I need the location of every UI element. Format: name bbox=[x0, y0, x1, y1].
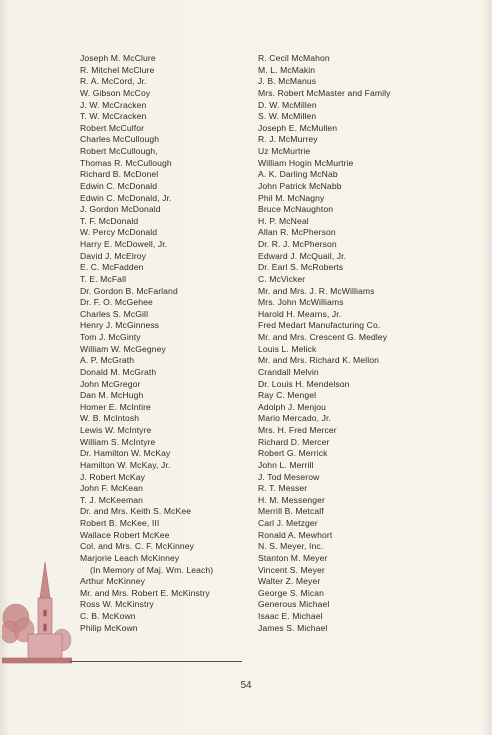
donor-name: William Hogin McMurtrie bbox=[258, 157, 354, 168]
donor-name: N. S. Meyer, Inc. bbox=[258, 541, 324, 552]
donor-name: Mrs. John McWilliams bbox=[258, 297, 344, 308]
donor-name: W. Percy McDonald bbox=[80, 227, 158, 238]
donor-name: Joseph E. McMullen bbox=[258, 122, 338, 133]
donor-name: John L. Merrill bbox=[258, 459, 314, 470]
donor-name: R. J. McMurrey bbox=[258, 134, 318, 145]
donor-name: Marjorie Leach McKinney bbox=[80, 552, 180, 563]
donor-name: Charles McCullough bbox=[80, 134, 160, 145]
donor-name: Edward J. McQuail, Jr. bbox=[258, 250, 347, 261]
donor-name: Lewis W. McIntyre bbox=[80, 425, 152, 435]
donor-name: R. Mitchel McClure bbox=[80, 64, 155, 75]
donor-name: (In Memory of Maj. Wm. Leach) bbox=[90, 564, 214, 575]
donor-name: Dr. and Mrs. Keith S. McKee bbox=[80, 506, 192, 517]
donor-name: William W. McGegney bbox=[80, 343, 166, 354]
donor-name: T. F. McDonald bbox=[80, 215, 139, 226]
donor-name: John F. McKean bbox=[80, 483, 144, 494]
donor-name: Harold H. Mearns, Jr. bbox=[258, 308, 342, 319]
page-number: 54 bbox=[240, 680, 252, 691]
donor-name: David J. McElroy bbox=[80, 250, 147, 261]
donor-name: James S. Michael bbox=[258, 622, 328, 633]
donor-name: Edwin C. McDonald bbox=[80, 180, 158, 191]
donor-name: M. L. McMakin bbox=[258, 64, 316, 75]
donor-name: Donald M. McGrath bbox=[80, 366, 157, 377]
donor-name: Dr. R. J. McPherson bbox=[258, 239, 337, 249]
donor-name: R. Cecil McMahon bbox=[258, 53, 330, 63]
donor-name: Richard D. Mercer bbox=[258, 436, 330, 447]
donor-name: Philip McKown bbox=[80, 622, 138, 633]
donor-name: C. McVicker bbox=[258, 273, 306, 284]
donor-name: Robert McCulfor bbox=[80, 122, 145, 133]
donor-name: Phil M. McNagny bbox=[258, 192, 325, 203]
donor-name: Allan R. McPherson bbox=[258, 227, 336, 238]
donor-name: D. W. McMillen bbox=[258, 99, 317, 110]
donor-name: Robert B. McKee, III bbox=[80, 518, 160, 528]
donor-name: Ronald A. Mewhort bbox=[258, 529, 333, 540]
donor-name: C. B. McKown bbox=[80, 611, 136, 621]
donor-name: Bruce McNaughton bbox=[258, 204, 334, 215]
donor-name: Edwin C. McDonald, Jr. bbox=[80, 192, 172, 203]
donor-name: Harry E. McDowell, Jr. bbox=[80, 239, 168, 249]
donor-name: Adolph J. Menjou bbox=[258, 401, 327, 412]
donor-name: Mr. and Mrs. J. R. McWilliams bbox=[258, 285, 375, 296]
donor-name: R. A. McCord, Jr. bbox=[80, 76, 147, 87]
donor-name: J. Gordon McDonald bbox=[80, 204, 161, 215]
donor-name: A. K. Darling McNab bbox=[258, 169, 338, 180]
donor-name: Hamilton W. McKay, Jr. bbox=[80, 459, 171, 470]
donor-name: J. B. McManus bbox=[258, 76, 317, 87]
donor-name: Vincent S. Meyer bbox=[258, 564, 325, 575]
donor-name: J. W. McCracken bbox=[80, 99, 147, 110]
donor-name: Carl J. Metzger bbox=[258, 518, 318, 528]
donor-name: R. T. Messer bbox=[258, 483, 308, 494]
donor-name: Dr. F. O. McGehee bbox=[80, 297, 153, 308]
donor-name: Merrill B. Metcalf bbox=[258, 506, 324, 517]
footer-rule bbox=[70, 661, 242, 662]
donor-name: H. M. Messenger bbox=[258, 494, 325, 505]
donor-name: George S. Mican bbox=[258, 587, 324, 598]
donor-name: Richard B. McDonel bbox=[80, 169, 159, 180]
donor-name: William S. McIntyre bbox=[80, 436, 156, 447]
donor-name: Col. and Mrs. C. F. McKinney bbox=[80, 541, 195, 552]
donor-name: Dr. Hamilton W. McKay bbox=[80, 448, 171, 459]
donor-name: T. J. McKeeman bbox=[80, 494, 144, 505]
donor-name: W. B. McIntosh bbox=[80, 413, 140, 424]
donor-name: Crandall Melvin bbox=[258, 366, 319, 377]
donor-name: Thomas R. McCullough bbox=[80, 157, 172, 168]
donor-name: Fred Medart Manufacturing Co. bbox=[258, 320, 381, 331]
donor-name: E. C. McFadden bbox=[80, 262, 144, 273]
donor-name: Mr. and Mrs. Crescent G. Medley bbox=[258, 332, 388, 342]
donor-name: Isaac E. Michael bbox=[258, 611, 323, 621]
donor-name: Wallace Robert McKee bbox=[80, 529, 170, 540]
donor-name: T. E. McFall bbox=[80, 273, 127, 284]
donor-name: W. Gibson McCoy bbox=[80, 87, 151, 98]
donor-list-left-column bbox=[80, 53, 245, 634]
donor-name: Mario Mercado, Jr. bbox=[258, 413, 331, 424]
donor-name: Ross W. McKinstry bbox=[80, 599, 154, 610]
donor-name: Walter Z. Meyer bbox=[258, 576, 321, 587]
donor-list-right-column bbox=[258, 53, 488, 634]
donor-name: Homer E. McIntire bbox=[80, 401, 151, 412]
donor-name: Tom J. McGinty bbox=[80, 332, 141, 342]
donor-name: Arthur McKinney bbox=[80, 576, 146, 587]
donor-name: S. W. McMillen bbox=[258, 111, 317, 122]
donor-name: Dr. Louis H. Mendelson bbox=[258, 378, 350, 389]
donor-name: T. W. McCracken bbox=[80, 111, 147, 122]
donor-name: John McGregor bbox=[80, 378, 141, 389]
donor-name: Stanton M. Meyer bbox=[258, 552, 328, 563]
donor-name: Ray C. Mengel bbox=[258, 390, 317, 401]
church-illustration bbox=[2, 560, 72, 665]
donor-name: J. Tod Meserow bbox=[258, 471, 320, 482]
donor-name: Robert McCullough, bbox=[80, 146, 158, 156]
donor-name: Henry J. McGinness bbox=[80, 320, 160, 331]
donor-name: Dan M. McHugh bbox=[80, 390, 144, 401]
donor-name: Generous Michael bbox=[258, 599, 330, 610]
donor-name: Mrs. H. Fred Mercer bbox=[258, 425, 337, 435]
donor-name: H. P. McNeal bbox=[258, 215, 309, 226]
donor-name: Dr. Gordon B. McFarland bbox=[80, 285, 178, 296]
donor-name: Joseph M. McClure bbox=[80, 53, 156, 63]
donor-name: A. P. McGrath bbox=[80, 355, 135, 366]
donor-name: Uz McMurtrie bbox=[258, 146, 311, 156]
donor-name: J. Robert McKay bbox=[80, 471, 146, 482]
donor-name: John Patrick McNabb bbox=[258, 180, 342, 191]
donor-name: Louis L. Melick bbox=[258, 343, 317, 354]
donor-name: Mr. and Mrs. Robert E. McKinstry bbox=[80, 587, 210, 598]
donor-name: Mr. and Mrs. Richard K. Mellon bbox=[258, 355, 379, 366]
donor-name: Mrs. Robert McMaster and Family bbox=[258, 87, 391, 98]
donor-name: Charles S. McGill bbox=[80, 308, 149, 319]
donor-name: Robert G. Merrick bbox=[258, 448, 328, 459]
donor-name: Dr. Earl S. McRoberts bbox=[258, 262, 344, 273]
